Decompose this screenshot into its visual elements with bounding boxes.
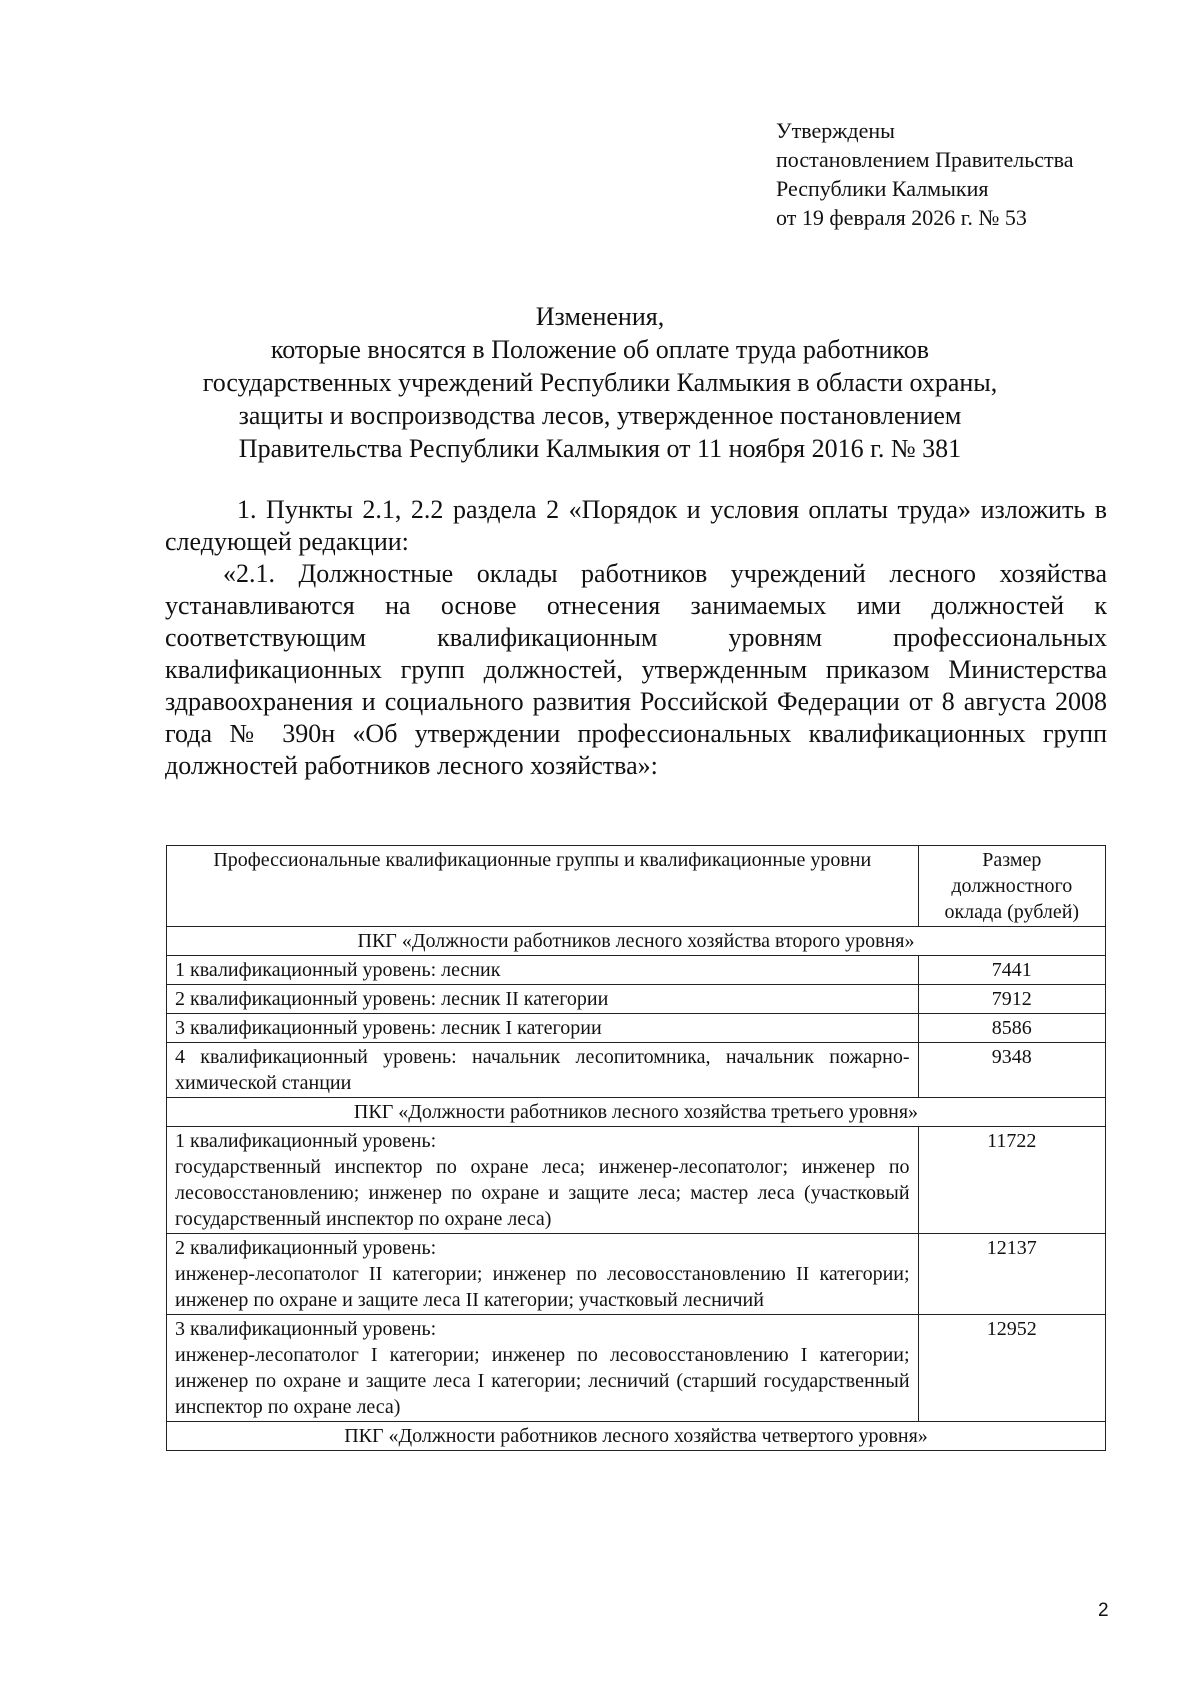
title-line: государственных учреждений Республики Калмыкия в области охраны, — [202, 368, 998, 397]
salary-cell: 7912 — [918, 985, 1105, 1014]
table-row — [167, 1234, 1106, 1315]
level-cell — [167, 1315, 919, 1422]
level-cell: 1 квалификационный уровень: лесник — [167, 956, 919, 985]
salary-cell: 8586 — [918, 1014, 1105, 1043]
paragraph-2: «2.1. Должностные оклады работников учреждений лесного хозяйства устанавливаются на основе отнесения занимаемых ими должностей к соответствующим квалификационным уровням профессиональных квалификационных групп должностей, утвержденным приказом Министерства здравоохранения и социального развития Российской Федерации от 8 августа 2008 года № 390н «Об утверждении профессиональных квалификационных групп должностей работников лесного хозяйства»: — [165, 559, 1107, 780]
level-cell: 3 квалификационный уровень: лесник I категории — [167, 1014, 919, 1043]
level-cell: 4 квалификационный уровень: начальник лесопитомника, начальник пожарно-химической станции — [167, 1043, 919, 1098]
table-row — [167, 1014, 1106, 1043]
approval-stamp — [776, 116, 1074, 232]
approval-line: Республики Калмыкия — [776, 176, 989, 201]
table-row — [167, 1043, 1106, 1098]
group-title: ПКГ «Должности работников лесного хозяйства второго уровня» — [167, 927, 1106, 956]
title-line: Изменения, — [535, 302, 665, 331]
document-title — [150, 300, 1050, 465]
header-salary: Размер должностного оклада (рублей) — [918, 846, 1105, 927]
level-heading: 3 квалификационный уровень: — [175, 1318, 437, 1340]
group-row — [167, 927, 1106, 956]
salary-table — [166, 845, 1106, 1451]
level-positions: государственный инспектор по охране леса; инженер-лесопатолог; инженер по лесовосстановлению; инженер по охране и защите леса; мастер леса (участковый государственный инспектор по охране леса) — [175, 1156, 910, 1230]
level-heading: 1 квалификационный уровень: — [175, 1130, 437, 1152]
paragraph-1: 1. Пункты 2.1, 2.2 раздела 2 «Порядок и условия оплаты труда» изложить в следующей редакции: — [165, 495, 1107, 556]
table-row — [167, 1315, 1106, 1422]
approval-line: постановлением Правительства — [776, 147, 1074, 172]
document-body — [165, 494, 1107, 782]
group-title: ПКГ «Должности работников лесного хозяйства третьего уровня» — [167, 1098, 1106, 1127]
salary-cell: 7441 — [918, 956, 1105, 985]
level-cell — [167, 1127, 919, 1234]
title-line: которые вносятся в Положение об оплате труда работников — [270, 335, 930, 364]
level-positions: инженер-лесопатолог II категории; инженер по лесовосстановлению II категории; инженер по охране и защите леса II категории; участковый лесничий — [175, 1263, 910, 1311]
salary-cell: 9348 — [918, 1043, 1105, 1098]
group-row — [167, 1098, 1106, 1127]
table-row — [167, 956, 1106, 985]
table-header-row — [167, 846, 1106, 927]
table-row — [167, 1127, 1106, 1234]
group-title: ПКГ «Должности работников лесного хозяйства четвертого уровня» — [167, 1422, 1106, 1451]
level-positions: инженер-лесопатолог I категории; инженер по лесовосстановлению I категории; инженер по охране и защите леса I категории; лесничий (старший государственный инспектор по охране леса) — [175, 1344, 910, 1418]
level-cell — [167, 1234, 919, 1315]
approval-date: от 19 февраля 2026 г. № 53 — [776, 205, 1027, 230]
title-line: защиты и воспроизводства лесов, утвержденное постановлением — [238, 401, 962, 430]
page-number: 2 — [1098, 1600, 1109, 1621]
title-line: Правительства Республики Калмыкия от 11 ноября 2016 г. № 381 — [238, 434, 962, 463]
approval-line: Утверждены — [776, 118, 895, 143]
salary-cell: 12137 — [918, 1234, 1105, 1315]
table-row — [167, 985, 1106, 1014]
header-groups: Профессиональные квалификационные группы и квалификационные уровни — [167, 846, 919, 927]
level-cell: 2 квалификационный уровень: лесник II категории — [167, 985, 919, 1014]
level-heading: 2 квалификационный уровень: — [175, 1237, 437, 1259]
group-row — [167, 1422, 1106, 1451]
salary-cell: 11722 — [918, 1127, 1105, 1234]
salary-cell: 12952 — [918, 1315, 1105, 1422]
